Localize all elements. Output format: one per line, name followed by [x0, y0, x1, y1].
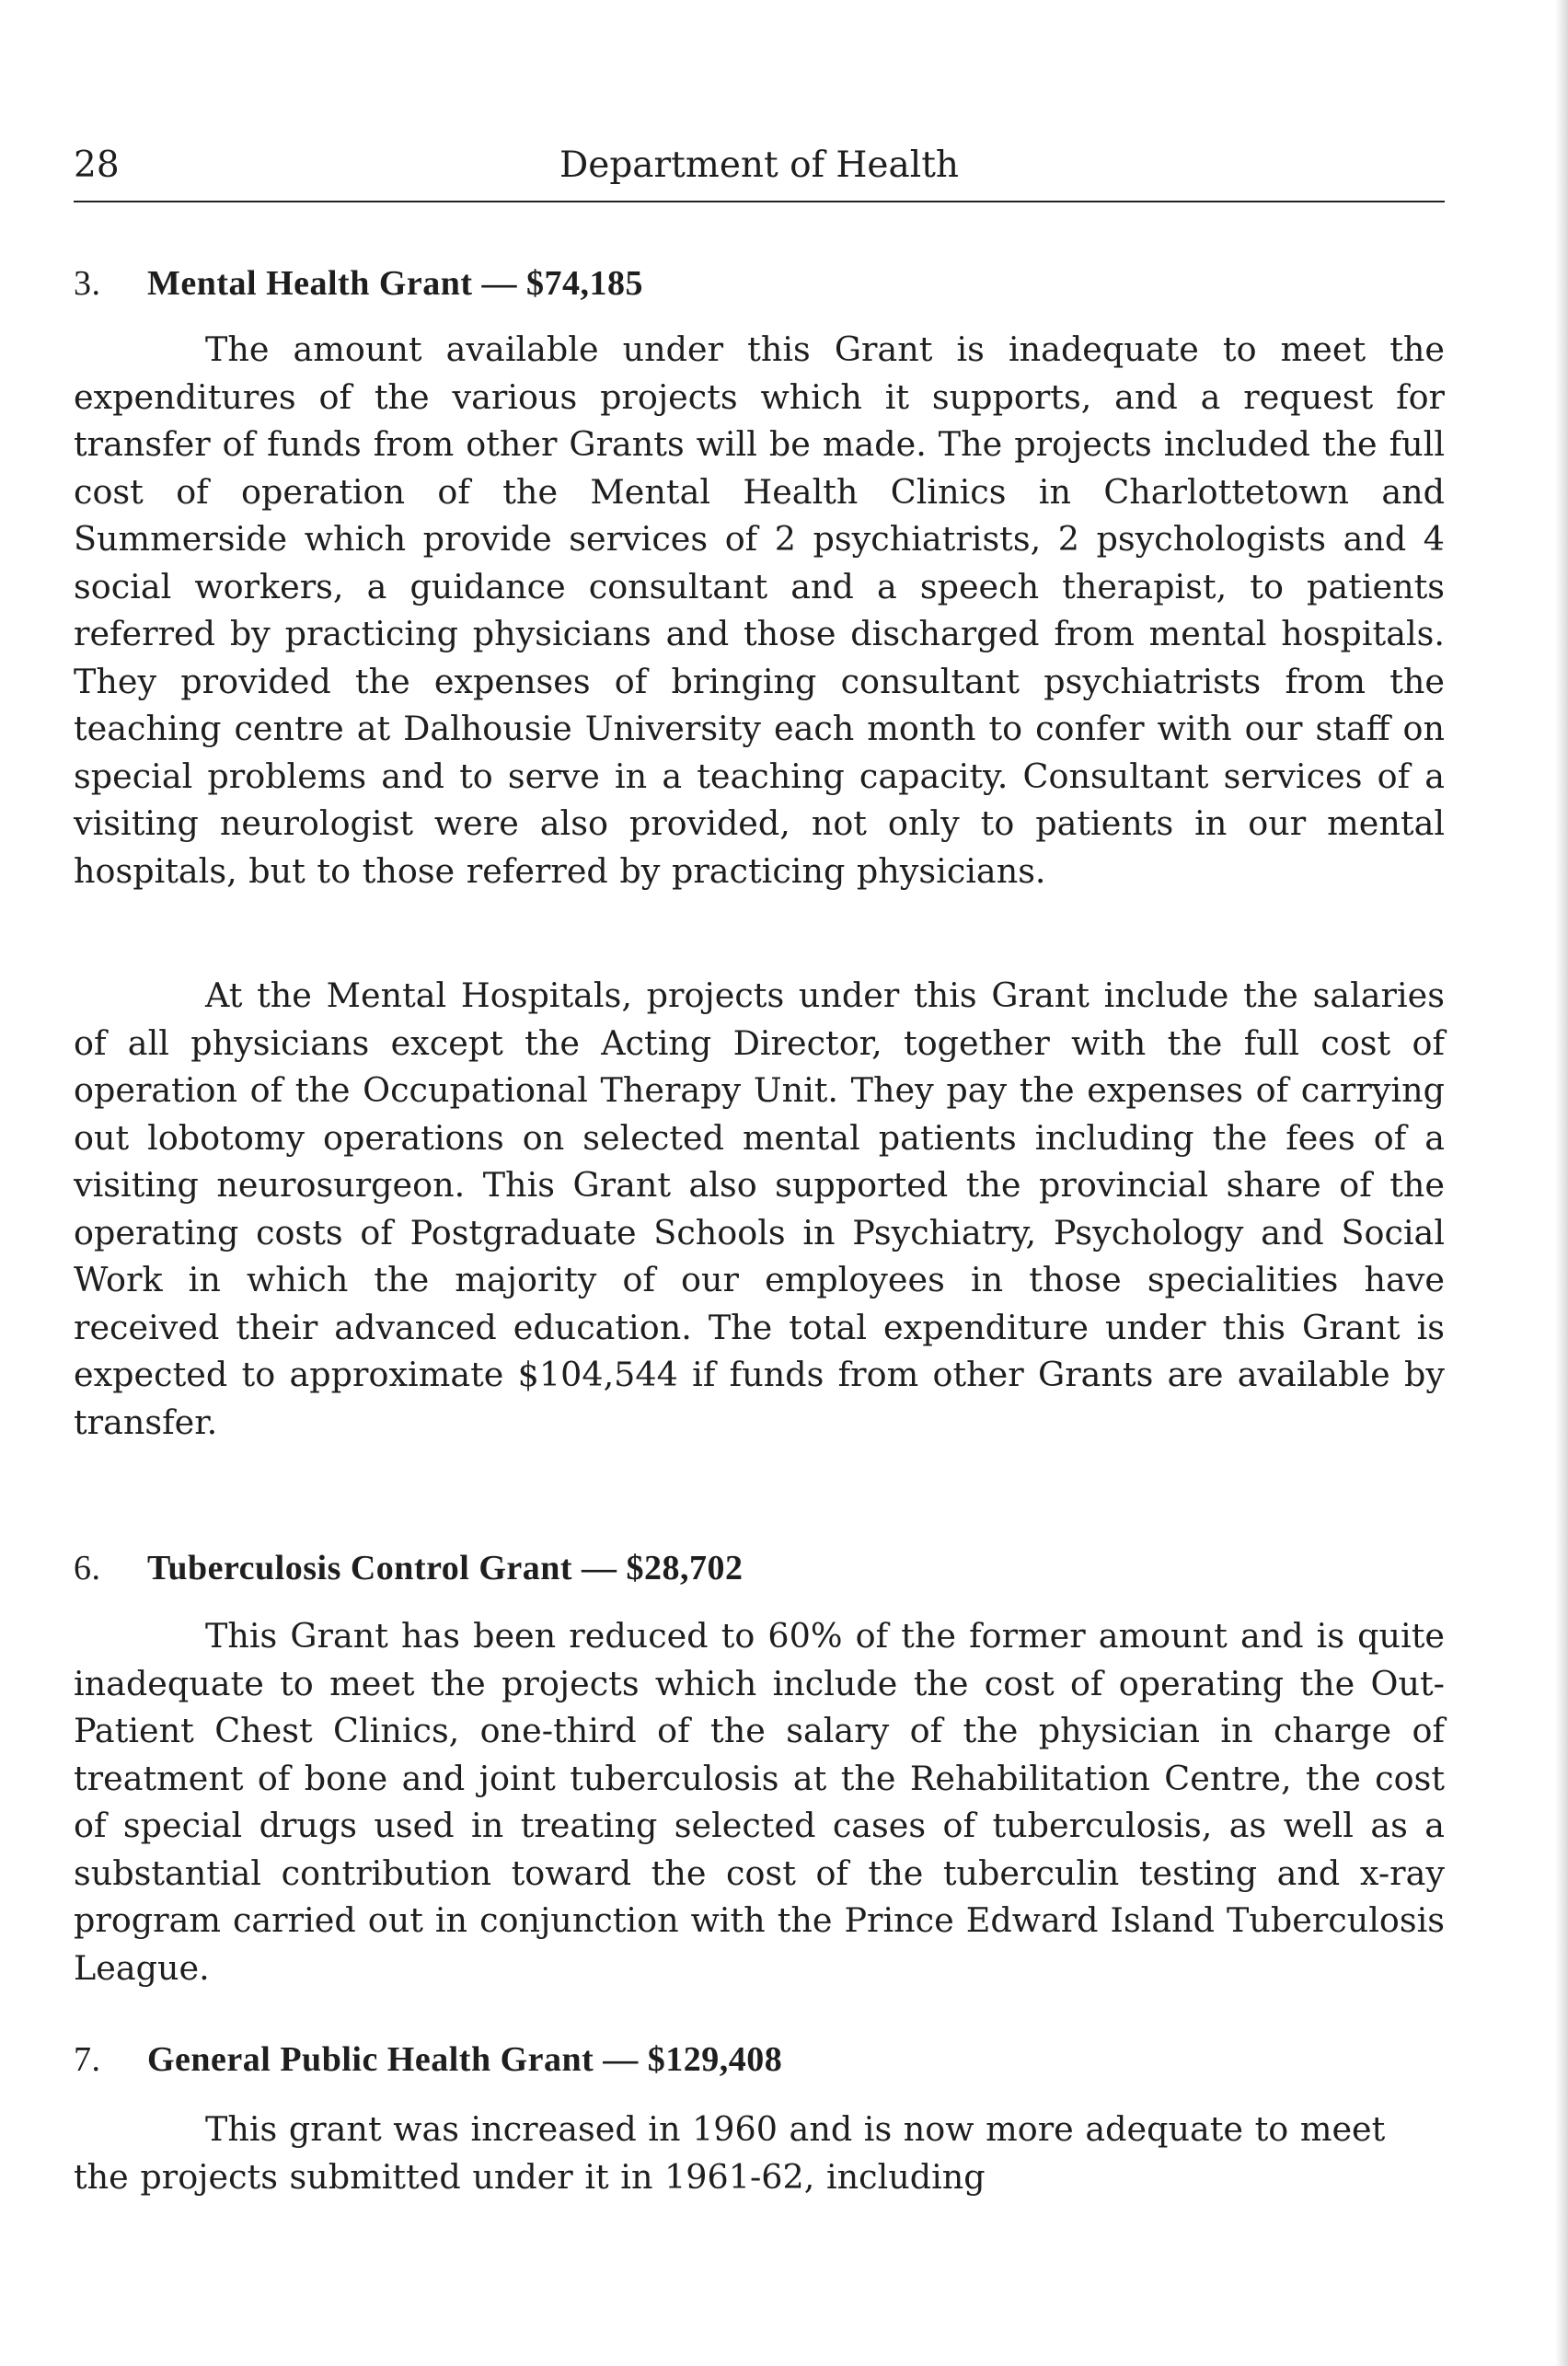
section-heading-mental-health	[74, 260, 643, 307]
section-number: 6.	[74, 1549, 101, 1587]
paragraph-mental-health-1: The amount available under this Grant is inadequate to meet the expenditures of the various projects which it supports, and a request for transfer of funds from other Grants will be made. The projects included the full cost of operation of the Mental Health Clinics in Charlottetown and Summerside which provide services of 2 psychiatrists, 2 psychologists and 4 social workers, a guidance consultant and a speech therapist, to patients referred by practicing physicians and those discharged from mental hospitals. They provided the expenses of bringing consultant psychiatrists from the teaching centre at Dalhousie University each month to confer with our staff on special problems and to serve in a teaching capacity. Consultant services of a visiting neurologist were also provided, not only to patients in our mental hospitals, but to those referred by practicing physicians.	[74, 329, 1445, 891]
header-rule	[74, 201, 1445, 202]
section-number: 3.	[74, 264, 101, 303]
section-heading-tuberculosis	[74, 1544, 744, 1592]
paragraph-tuberculosis: This Grant has been reduced to 60% of the former amount and is quite inadequate to meet the projects which include the cost of operating the Out-Patient Chest Clinics, one-third of the salary of the physician in charge of treatment of bone and joint tuberculosis at the Rehabilitation Centre, the cost of special drugs used in treating selected cases of tuberculosis, as well as a substantial contribution toward the cost of the tuberculin testing and x-ray program carried out in conjunction with the Prince Edward Island Tuberculosis League.	[74, 1616, 1445, 1988]
section-title: General Public Health Grant — $129,408	[147, 2040, 783, 2079]
paragraph-mental-health-2: At the Mental Hospitals, projects under this Grant include the salaries of all physicians except the Acting Director, together with the full cost of operation of the Occupational Therapy Unit. They pay the expenses of carrying out lobotomy operations on selected mental patients including the fees of a visiting neurosurgeon. This Grant also supported the provincial share of the operating costs of Postgraduate Schools in Psychiatry, Psychology and Social Work in which the majority of our employees in those specialities have received their advanced education. The total expenditure under this Grant is expected to approximate $104,544 if funds from other Grants are available by transfer.	[74, 975, 1445, 1442]
page-number: 28	[74, 144, 120, 186]
section-number: 7.	[74, 2040, 101, 2079]
section-title: Mental Health Grant — $74,185	[147, 264, 644, 303]
section-heading-general-public-health	[74, 2036, 782, 2083]
page-header	[74, 138, 1445, 193]
section-title: Tuberculosis Control Grant — $28,702	[147, 1549, 744, 1587]
running-head: Department of Health	[559, 144, 960, 186]
paragraph-general-public-health: This grant was increased in 1960 and is now more adequate to meet the projects submitted under it in 1961-62, including	[74, 2109, 1386, 2197]
page-edge-shadow	[1555, 0, 1568, 2366]
